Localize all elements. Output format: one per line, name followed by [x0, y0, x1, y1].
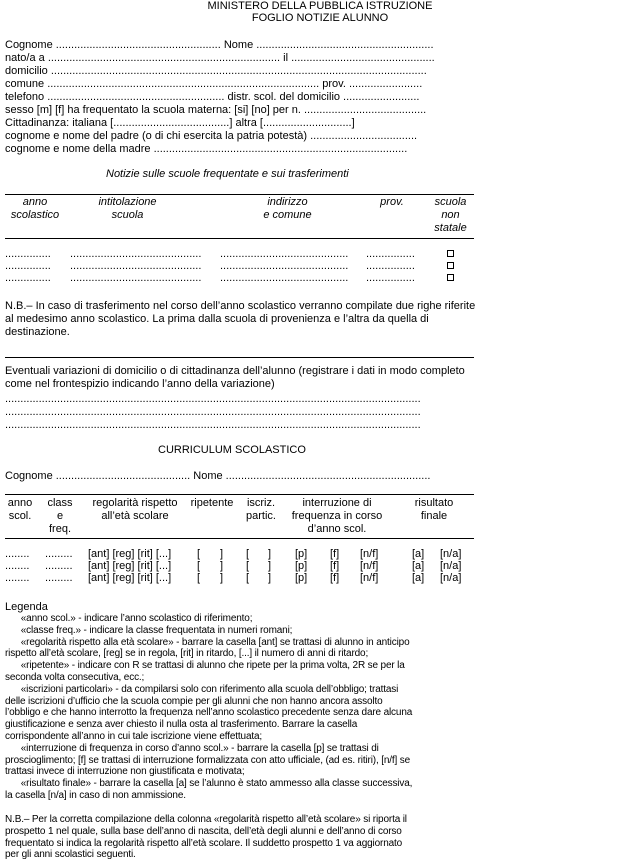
curr-classe-3[interactable]: .........	[45, 572, 73, 584]
variazioni-line-3[interactable]: ........................................................................................................................................	[5, 419, 421, 431]
col-classe-freq: class e freq.	[47, 497, 73, 535]
curr-ripetente-open-1[interactable]: [	[197, 548, 201, 560]
col-anno-scolastico: anno scolastico	[10, 196, 60, 221]
row3-scuola[interactable]: ...........................................	[70, 272, 202, 284]
curr-anno-3[interactable]: ........	[5, 572, 30, 584]
row1-indirizzo[interactable]: ..........................................	[220, 248, 349, 260]
final-note-line: N.B.– Per la corretta compilazione della colonna «regolarità rispetto all’età scolare» si riporta il	[5, 814, 407, 825]
curr-iscrizione-close-3[interactable]: ]	[268, 572, 272, 584]
legenda-line: delle iscrizioni d’ufficio che la scuola compie per gli alunni che non hanno ancora assolto	[5, 695, 383, 707]
col-regolarita: regolarità rispetto all’età scolare	[92, 497, 178, 522]
curr-iscrizione-close-2[interactable]: ]	[268, 560, 272, 572]
field-madre[interactable]: cognome e nome della madre ...................................................................................	[5, 143, 408, 155]
curr-check-p-2[interactable]: [p]	[295, 560, 308, 572]
curr-regolarita-1[interactable]: [ant] [reg] [rit] [...]	[88, 548, 172, 560]
row2-anno[interactable]: ...............	[5, 260, 51, 272]
field-cittadinanza[interactable]: Cittadinanza: italiana [......................................] altra [.............................]	[5, 117, 355, 129]
curr-regolarita-3[interactable]: [ant] [reg] [rit] [...]	[88, 572, 172, 584]
curr-classe-2[interactable]: .........	[45, 560, 73, 572]
row1-prov[interactable]: ................	[366, 248, 415, 260]
final-note-line: prospetto 1 nel quale, sulla base dell’anno di nascita, dell’età degli alunni e dell’anno di corso	[5, 825, 402, 837]
legenda-line: «iscrizioni particolari» - da compilarsi solo con riferimento alla scuola dell’obbligo; trattasi	[5, 683, 399, 695]
curr-check-f-3[interactable]: [f]	[330, 572, 340, 584]
legenda-line: «classe freq.» - indicare la classe frequentata in numeri romani;	[5, 624, 293, 636]
row3-anno[interactable]: ...............	[5, 272, 51, 284]
curr-iscrizione-close-1[interactable]: ]	[268, 548, 272, 560]
legenda-line: giustificazione e senza aver chiesto il nulla osta al trasferimento. Barrare la casella	[5, 719, 358, 731]
curr-check-a-3[interactable]: [a]	[412, 572, 425, 584]
field-sesso[interactable]: sesso [m] [f] ha frequentato la scuola materna: [si] [no] per n. ........................................	[5, 104, 427, 116]
legenda-line: rispetto all’età scolare, [reg] se in regola, [rit] in ritardo, [...] il numero di anni di ritardo;	[5, 648, 369, 660]
field-domicilio[interactable]: domicilio ...........................................................................................................................	[5, 65, 427, 77]
form-title: FOGLIO NOTIZIE ALUNNO	[251, 12, 389, 24]
checkbox-non-statale-3[interactable]	[447, 274, 454, 281]
row2-scuola[interactable]: ...........................................	[70, 260, 202, 272]
legenda-line: «ripetente» - indicare con R se trattasi di alunno che ripete per la prima volta, 2R se per la	[5, 660, 405, 672]
legenda-title: Legenda	[5, 601, 48, 613]
curr-check-f-2[interactable]: [f]	[330, 560, 340, 572]
divider-rule	[5, 357, 474, 358]
curr-anno-2[interactable]: ........	[5, 560, 30, 572]
final-note-line: frequentato si indica la regolarità rispetto all’età scolare. Il suddetto prospetto 1 va aggiornato	[5, 837, 403, 849]
field-telefono[interactable]: telefono .......................................................... distr. scol. del domicilio .........................	[5, 91, 420, 103]
legenda-line: «risultato finale» - barrare la casella [a] se l’alunno è stato ammesso alla classe successiva,	[5, 778, 413, 790]
curr-check-a-2[interactable]: [a]	[412, 560, 425, 572]
field-comune[interactable]: comune ......................................................................................... prov. ........................	[5, 78, 423, 90]
row3-prov[interactable]: ................	[366, 272, 415, 284]
curriculum-name-line[interactable]: Cognome ............................................ Nome ...................................................................	[5, 470, 431, 482]
field-nascita[interactable]: nato/a a ............................................................................ il ...............................................	[5, 52, 435, 64]
curr-check-na-1[interactable]: [n/a]	[440, 548, 462, 560]
curriculum-title: CURRICULUM SCOLASTICO	[158, 444, 306, 456]
curriculum-table-top-rule	[5, 494, 474, 495]
ministry-title: MINISTERO DELLA PUBBLICA ISTRUZIONE	[207, 0, 433, 12]
curr-ripetente-open-2[interactable]: [	[197, 560, 201, 572]
curr-check-a-1[interactable]: [a]	[412, 548, 425, 560]
col-iscrizioni: iscriz. partic.	[246, 497, 276, 522]
col-scuola-non-statale: scuola non statale	[434, 196, 467, 234]
curr-ripetente-close-1[interactable]: ]	[220, 548, 224, 560]
legenda-line: proscioglimento; [f] se trattasi di interruzione formalizzata con atto ufficiale, (ad es. ritiri), [n/f] se	[5, 754, 411, 766]
row2-indirizzo[interactable]: ..........................................	[220, 260, 349, 272]
legenda-line: «interruzione di frequenza in corso d’anno scol.» - barrare la casella [p] se trattasi di	[5, 742, 379, 754]
field-cognome-nome[interactable]: Cognome ...................................................... Nome ..........................................................	[5, 39, 434, 51]
curr-ripetente-close-2[interactable]: ]	[220, 560, 224, 572]
curr-check-f-1[interactable]: [f]	[330, 548, 340, 560]
curr-check-nf-1[interactable]: [n/f]	[360, 548, 379, 560]
curr-check-p-1[interactable]: [p]	[295, 548, 308, 560]
col-indirizzo-comune: indirizzo e comune	[263, 196, 312, 221]
variazioni-line-2[interactable]: ........................................................................................................................................	[5, 406, 421, 418]
legenda-line: «anno scol.» - indicare l’anno scolastico di riferimento;	[5, 613, 253, 624]
curr-check-na-3[interactable]: [n/a]	[440, 572, 462, 584]
table-header-rule	[5, 238, 474, 239]
row2-prov[interactable]: ................	[366, 260, 415, 272]
row1-scuola[interactable]: ...........................................	[70, 248, 202, 260]
col-anno-scol: anno scol.	[7, 497, 33, 522]
transfer-note: N.B.– In caso di trasferimento nel corso dell’anno scolastico verranno compilate due righe riferite al medesimo anno scolastico. La prima dalla scuola di provenienza e l’altra da quella di destinazione.	[5, 300, 476, 338]
col-risultato: risultato finale	[414, 497, 454, 522]
curr-ripetente-open-3[interactable]: [	[197, 572, 201, 584]
legenda-line: trattasi invece di interruzione non giustificata e motivata;	[5, 766, 245, 778]
curriculum-header-rule	[5, 538, 474, 539]
legenda-line: «regolarità rispetto alla età scolare» - barrare la casella [ant] se trattasi di alunno in anticipo	[5, 636, 410, 648]
curr-regolarita-2[interactable]: [ant] [reg] [rit] [...]	[88, 560, 172, 572]
curr-anno-1[interactable]: ........	[5, 548, 30, 560]
col-ripetente: ripetente	[190, 497, 234, 509]
row3-indirizzo[interactable]: ..........................................	[220, 272, 349, 284]
curr-iscrizione-open-3[interactable]: [	[246, 572, 250, 584]
section-scuole-title: Notizie sulle scuole frequentate e sui trasferimenti	[106, 168, 349, 180]
curr-check-nf-2[interactable]: [n/f]	[360, 560, 379, 572]
field-padre[interactable]: cognome e nome del padre (o di chi esercita la patria potestà) ...................................	[5, 130, 418, 142]
row1-anno[interactable]: ...............	[5, 248, 51, 260]
table-top-rule	[5, 194, 474, 195]
col-intitolazione-scuola: intitolazione scuola	[98, 196, 157, 221]
col-prov: prov.	[380, 196, 404, 208]
legenda-line: corrispondente all’anno in cui tale iscrizione viene effettuata;	[5, 731, 263, 742]
legenda-line: l’obbligo e che hanno interrotto la frequenza nell’anno scolastico precedente senza dare alcuna	[5, 707, 413, 719]
curr-iscrizione-open-2[interactable]: [	[246, 560, 250, 572]
curr-ripetente-close-3[interactable]: ]	[220, 572, 224, 584]
curr-check-nf-3[interactable]: [n/f]	[360, 572, 379, 584]
checkbox-non-statale-2[interactable]	[447, 262, 454, 269]
curr-check-na-2[interactable]: [n/a]	[440, 560, 462, 572]
variazioni-text: Eventuali variazioni di domicilio o di cittadinanza dell’alunno (registrare i dati in modo completo come nel frontespizio indicando l’anno della variazione)	[5, 365, 465, 390]
curr-iscrizione-open-1[interactable]: [	[246, 548, 250, 560]
checkbox-non-statale-1[interactable]	[447, 250, 454, 257]
final-note-line: per gli anni scolastici seguenti.	[5, 849, 136, 861]
variazioni-line-1[interactable]: ........................................................................................................................................	[5, 393, 421, 405]
legenda-line: seconda volta consecutiva, ecc.;	[5, 672, 145, 683]
curr-classe-1[interactable]: .........	[45, 548, 73, 560]
curr-check-p-3[interactable]: [p]	[295, 572, 308, 584]
legenda-line: la casella [n/a] in caso di non ammissione.	[5, 790, 186, 801]
col-interruzione: interruzione di frequenza in corso d’anno scol.	[291, 497, 383, 535]
